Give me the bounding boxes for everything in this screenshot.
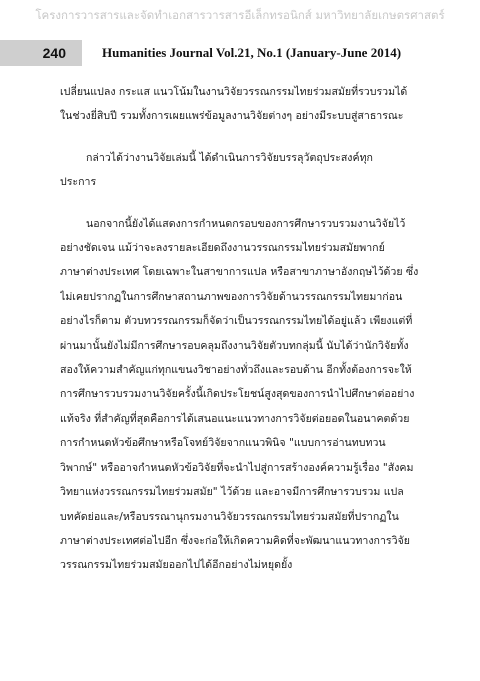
text-line: การกำหนดหัวข้อศึกษาหรือโจทย์วิจัยจากแนวพินิจ "แบบการอ่านทบทวน [60,437,386,450]
text-line: สองให้ความสำคัญแก่ทุกแขนงวิชาอย่างทั่วถึงและรอบด้าน อีกทั้งต้องการจะให้ [60,364,412,377]
text-line: เปลี่ยนแปลง กระแส แนวโน้มในงานวิจัยวรรณกรรมไทยร่วมสมัยที่รวบรวมได้ [60,86,408,98]
text-line: นอกจากนี้ยังได้แสดงการกำหนดกรอบของการศึกษารวบรวมงานวิจัยไว้ [86,217,406,230]
page-header [0,40,480,66]
paragraph-3 [60,212,424,578]
text-line: ในช่วงยี่สิบปี รวมทั้งการเผยแพร่ข้อมูลงานวิจัยต่างๆ อย่างมีระบบสู่สาธารณะ [60,110,404,123]
text-line: อย่างไรก็ตาม ตัวบทวรรณกรรมก็จัดว่าเป็นวรรณกรรมไทยได้อยู่แล้ว เพียงแต่ที่ [60,315,413,328]
watermark-text: โครงการวารสารและจัดทำเอกสารวารสารอีเล็กทรอนิกส์ มหาวิทยาลัยเกษตรศาสตร์ [35,8,445,22]
text-line: ผ่านมานั้นยังไม่มีการศึกษารอบคลุมถึงงานวิจัยตัวบทกลุ่มนี้ นับได้ว่านักวิจัยทั้ง [60,339,409,352]
text-line: กล่าวได้ว่างานวิจัยเล่มนี้ ได้ดำเนินการวิจัยบรรลุวัตถุประสงค์ทุก [86,151,373,164]
text-line: บทคัดย่อและ/หรือบรรณานุกรมงานวิจัยวรรณกรรมไทยร่วมสมัยที่ปรากฏใน [60,510,399,523]
text-line: อย่างชัดเจน แม้ว่าจะลงรายละเอียดถึงงานวรรณกรรมไทยร่วมสมัยพากย์ [60,242,385,255]
text-line: วิทยาแห่งวรรณกรรมไทยร่วมสมัย" ไว้ด้วย และอาจมีการศึกษารวบรวม แปล [60,486,404,499]
paragraph-1 [60,80,424,129]
text-line: ภาษาต่างประเทศ โดยเฉพาะในสาขาการแปล หรือสาขาภาษาอังกฤษไว้ด้วย ซึ่ง [60,266,419,279]
text-line: ไม่เคยปรากฏในการศึกษาสถานภาพของการวิจัยด้านวรรณกรรมไทยมาก่อน [60,290,403,303]
text-line: ภาษาต่างประเทศต่อไปอีก ซึ่งจะก่อให้เกิดความคิดที่จะพัฒนาแนวทางการวิจัย [60,534,410,547]
journal-title: Humanities Journal Vol.21, No.1 (January-June 2014) [102,45,402,60]
paragraph-2 [60,146,424,195]
text-line: การศึกษารวบรวมงานวิจัยครั้งนี้เกิดประโยชน์สูงสุดของการนำไปศึกษาต่ออย่าง [60,388,415,401]
body-text [60,80,424,578]
text-line: แท้จริง ที่สำคัญที่สุดคือการได้เสนอแนะแนวทางการวิจัยต่อยอดในอนาคตด้วย [60,412,410,425]
text-line: วิพากษ์" หรืออาจกำหนดหัวข้อวิจัยที่จะนำไปสู่การสร้างองค์ความรู้เรื่อง "สังคม [60,461,414,474]
text-line: วรรณกรรมไทยร่วมสมัยออกไปได้อีกอย่างไม่หยุดยั้ง [60,559,293,572]
text-line: ประการ [60,176,97,189]
page-number: 240 [0,40,82,66]
